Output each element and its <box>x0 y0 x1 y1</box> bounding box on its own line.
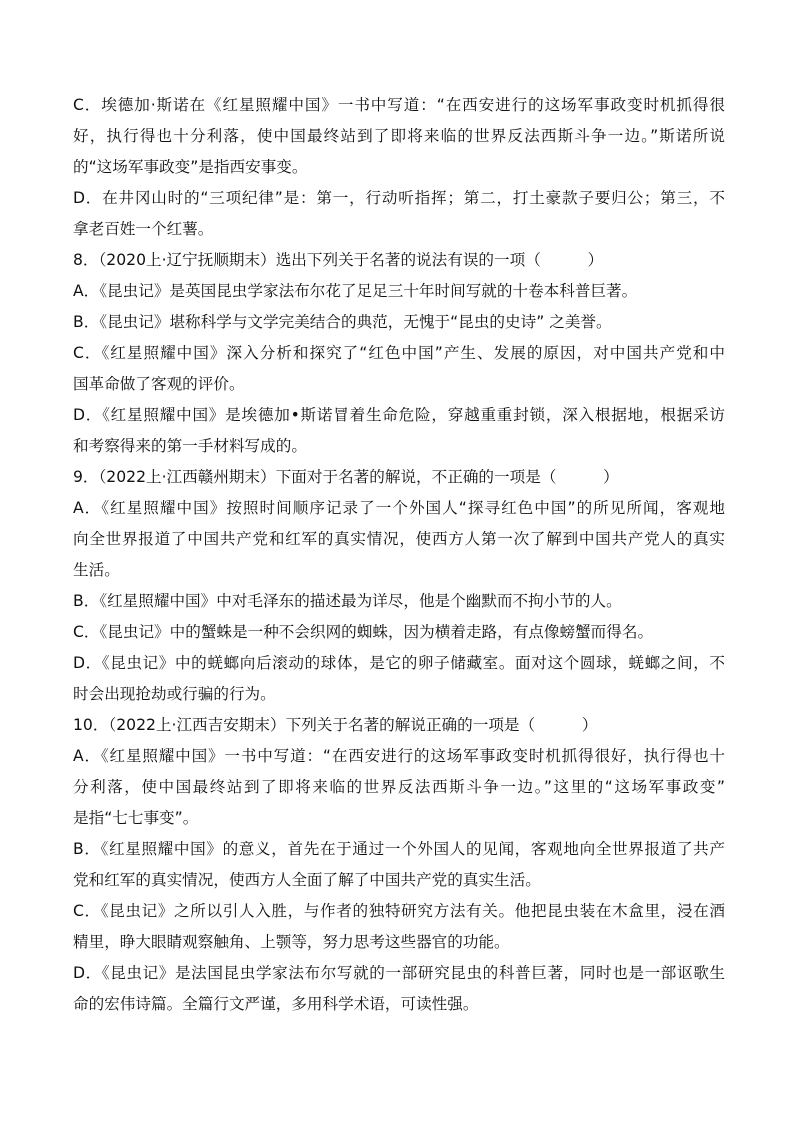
question-10-option-c: C．《昆虫记》之所以引人入胜，与作者的独特研究方法有关。他把昆虫装在木盒里，浸在酒 <box>73 902 725 920</box>
text-line: 向全世界报道了中国共产党和红军的真实情况，使西方人第一次了解到中国共产党人的真实 <box>73 530 725 548</box>
question-10-option-a: A．《红星照耀中国》一书中写道：“在西安进行的这场军事政变时机抓得很好，执行得也十 <box>73 747 725 765</box>
text-line: 生活。 <box>73 561 120 579</box>
question-10-option-d: D．《昆虫记》是法国昆虫学家法布尔写就的一部研究昆虫的科普巨著，同时也是一部讴歌生 <box>73 964 725 982</box>
question-10-option-b: B．《红星照耀中国》的意义，首先在于通过一个外国人的见闻，客观地向全世界报道了共产 <box>73 840 725 858</box>
text-line: 国革命做了客观的评价。 <box>73 375 245 393</box>
text-line: 命的宏伟诗篇。全篇行文严谨，多用科学术语，可读性强。 <box>73 995 479 1013</box>
question-8-option-a: A．《昆虫记》是英国昆虫学家法布尔花了足足三十年时间写就的十卷本科普巨著。 <box>73 282 638 300</box>
text-line: D．在井冈山时的“三项纪律”是：第一，行动听指挥；第二，打土豪款子要归公；第三，不 <box>73 189 725 207</box>
text-line: 党和红军的真实情况，使西方人全面了解了中国共产党的真实生活。 <box>73 871 541 889</box>
question-8-option-d: D．《红星照耀中国》是埃德加•斯诺冒着生命危险，穿越重重封锁，深入根据地，根据采访 <box>73 406 725 424</box>
question-9-option-d: D．《昆虫记》中的蜣螂向后滚动的球体，是它的卵子储藏室。面对这个圆球，蜣螂之间，不 <box>73 654 725 672</box>
text-line: 时会出现抢劫或行骗的行为。 <box>73 685 276 703</box>
question-8-option-b: B．《昆虫记》堪称科学与文学完美结合的典范，无愧于“昆虫的史诗” 之美誉。 <box>73 313 612 331</box>
text-line: 是指“七七事变”。 <box>73 809 199 827</box>
text-line: 分利落，使中国最终站到了即将来临的世界反法西斯斗争一边。”这里的“这场军事政变” <box>73 778 725 796</box>
text-line: 好，执行得也十分利落，使中国最终站到了即将来临的世界反法西斯斗争一边。”斯诺所说 <box>73 127 725 145</box>
text-line: C．埃德加·斯诺在《红星照耀中国》一书中写道：“在西安进行的这场军事政变时机抓得很 <box>73 96 725 114</box>
question-9-stem: 9．（2022上·江西赣州期末）下面对于名著的解说，不正确的一项是（ ） <box>73 468 619 486</box>
text-line: 精里，睁大眼睛观察触角、上颚等，努力思考这些器官的功能。 <box>73 933 510 951</box>
text-line: 和考察得来的第一手材料写成的。 <box>73 437 307 455</box>
text-line: 的“这场军事政变”是指西安事变。 <box>73 158 308 176</box>
question-8-option-c: C．《红星照耀中国》深入分析和探究了“红色中国”产生、发展的原因，对中国共产党和中 <box>73 344 725 362</box>
text-line: 拿老百姓一个红薯。 <box>73 220 214 238</box>
question-8-stem: 8．（2020上·辽宁抚顺期末）选出下列关于名著的说法有误的一项（ ） <box>73 251 604 269</box>
question-9-option-b: B．《红星照耀中国》中对毛泽东的描述最为详尽，他是个幽默而不拘小节的人。 <box>73 592 622 610</box>
question-10-stem: 10．（2022上·江西吉安期末）下列关于名著的解说正确的一项是（ ） <box>73 716 598 734</box>
question-9-option-a: A．《红星照耀中国》按照时间顺序记录了一个外国人“探寻红色中国”的所见所闻，客观地 <box>73 499 725 517</box>
question-9-option-c: C．《昆虫记》中的蟹蛛是一种不会织网的蜘蛛，因为横着走路，有点像螃蟹而得名。 <box>73 623 654 641</box>
